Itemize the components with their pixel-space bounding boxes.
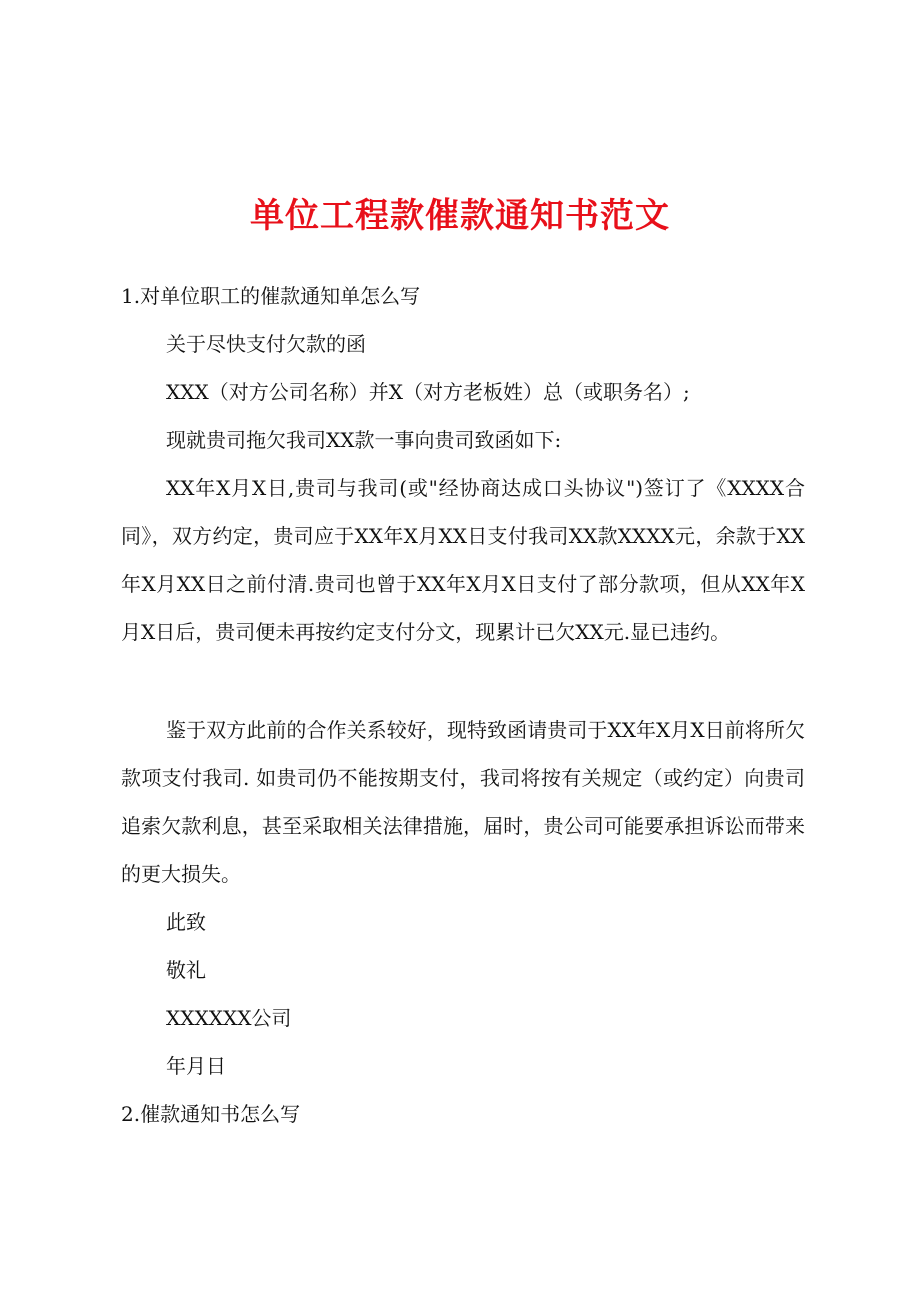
letter-paragraph-1: XX年X月X日,贵司与我司(或"经协商达成口头协议")签订了《XXXX合同》，双方约定，贵司应于XX年X月XX日支付我司XX款XXXX元，余款于XX年X月XX日之前付清.贵司也曾于XX年X月X日支付了部分款项，但从XX年X月X日后，贵司便未再按约定支付分文，现累计已欠XX元.显已违约。 (121, 476, 805, 644)
section-2-heading: 2.催款通知书怎么写 (121, 1102, 301, 1126)
closing-line-2: 敬礼 (166, 958, 206, 982)
letter-paragraph-2: 鉴于双方此前的合作关系较好，现特致函请贵司于XX年X月X日前将所欠款项支付我司. 如贵司仍不能按期支付，我司将按有关规定（或约定）向贵司追索欠款利息，甚至采取相关法律措施，届时，贵公司可能要承担诉讼而带来的更大损失。 (121, 718, 805, 886)
letter-title: 关于尽快支付欠款的函 (166, 332, 366, 356)
closing-line-1: 此致 (166, 910, 206, 934)
signature-company: XXXXXX公司 (166, 1006, 292, 1030)
letter-intro: 现就贵司拖欠我司XX款一事向贵司致函如下: (166, 428, 562, 452)
signature-date: 年月日 (166, 1054, 226, 1078)
document-title: 单位工程款催款通知书范文 (250, 196, 670, 236)
letter-salutation: XXX（对方公司名称）并X（对方老板姓）总（或职务名）; (166, 380, 690, 404)
section-1-heading: 1.对单位职工的催款通知单怎么写 (121, 284, 421, 308)
